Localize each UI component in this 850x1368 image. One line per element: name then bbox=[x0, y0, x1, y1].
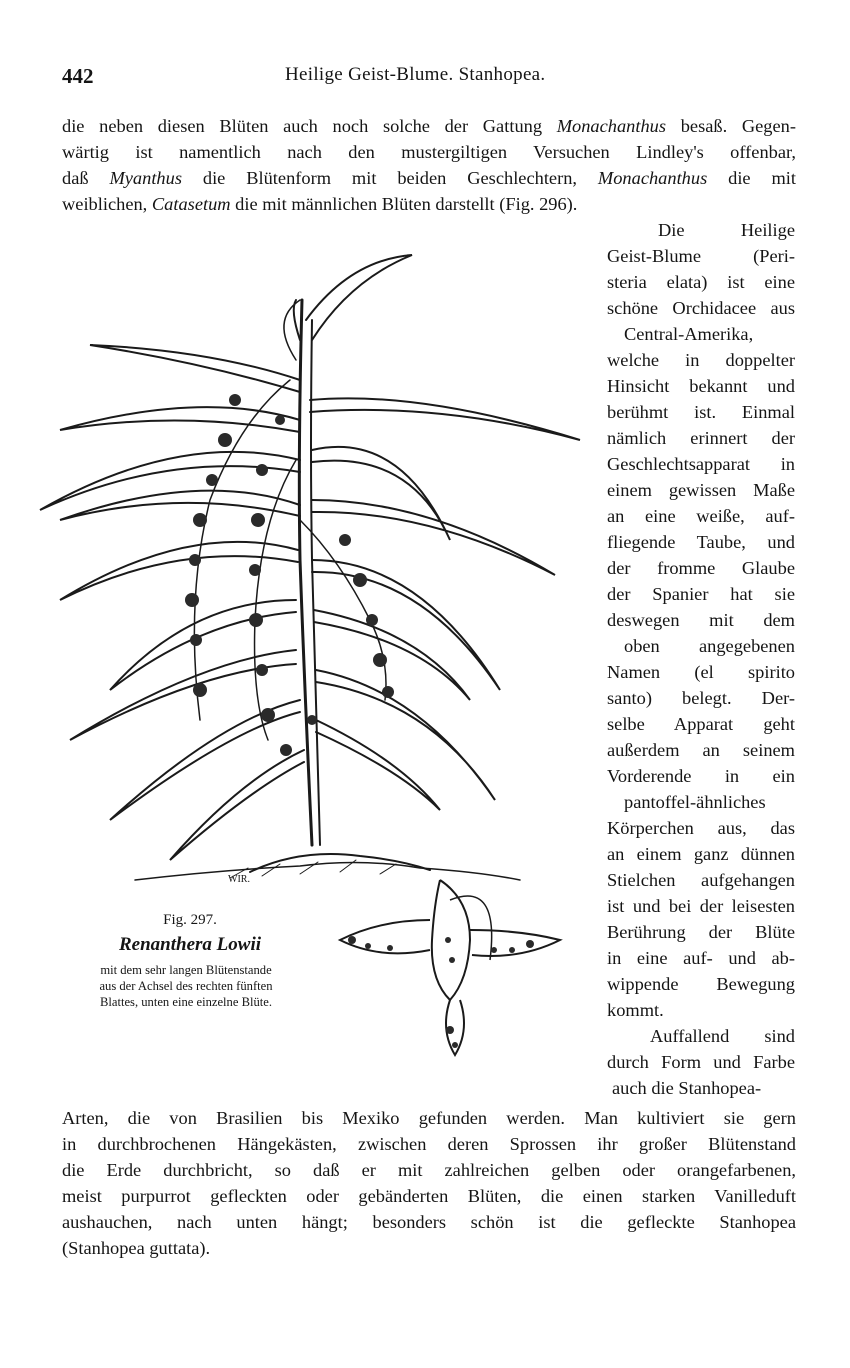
figure-number: Fig. 297. bbox=[163, 912, 217, 928]
text-fragment: wärtig ist namentlich nach den mustergiltigen Versuchen Lindley's offenbar, bbox=[62, 142, 796, 162]
side-text-line: Auffallend sind bbox=[650, 1026, 795, 1046]
text-fragment: daß bbox=[62, 168, 110, 188]
bottom-text-line: aushauchen, nach unten hängt; besonders schön ist die gefleckte Stanhopea bbox=[62, 1212, 796, 1232]
side-text-line: nämlich erinnert der bbox=[607, 428, 795, 448]
bottom-text-line: (Stanhopea guttata). bbox=[62, 1238, 211, 1258]
bottom-text-line: meist purpurrot gefleckten oder gebänderten Blüten, die einen starken Vanilleduft bbox=[62, 1186, 796, 1206]
side-text-line: Vorderende in ein bbox=[607, 766, 795, 786]
side-text-line: schöne Orchidacee aus bbox=[607, 298, 795, 318]
side-text-line: an eine weiße, auf- bbox=[607, 506, 795, 526]
side-text-line: außerdem an seinem bbox=[607, 740, 795, 760]
side-text-line: der Spanier hat sie bbox=[607, 584, 795, 604]
bottom-text-line: die Erde durchbricht, so daß er mit zahlreichen gelben oder orangefarbenen, bbox=[62, 1160, 796, 1180]
side-text-line: fliegende Taube, und bbox=[607, 532, 795, 552]
text-fragment: weiblichen, bbox=[62, 194, 152, 214]
side-text-line: einem gewissen Maße bbox=[607, 480, 795, 500]
side-text-line: welche in doppelter bbox=[607, 350, 795, 370]
side-text-line: kommt. bbox=[607, 1000, 664, 1020]
text-fragment: besaß. Gegen- bbox=[666, 116, 796, 136]
side-text-line: Central-Amerika, bbox=[624, 324, 754, 344]
figure-title: Renanthera Lowii bbox=[119, 934, 261, 955]
side-text-line: der fromme Glaube bbox=[607, 558, 795, 578]
side-text-line: an einem ganz dünnen bbox=[607, 844, 795, 864]
side-text-line: ist und bei der leisesten bbox=[607, 896, 795, 916]
side-text-line: deswegen mit dem bbox=[607, 610, 795, 630]
side-text-line: Namen (el spirito bbox=[607, 662, 795, 682]
side-text-line: oben angegebenen bbox=[624, 636, 795, 656]
italic-term: Monachanthus bbox=[597, 168, 708, 188]
side-text-line: wippende Bewegung bbox=[607, 974, 795, 994]
italic-term: Monachanthus bbox=[556, 116, 667, 136]
side-text-line: Stielchen aufgehangen bbox=[607, 870, 795, 890]
bottom-text-line: Arten, die von Brasilien bis Mexiko gefunden werden. Man kultiviert sie gern bbox=[62, 1108, 796, 1128]
side-text-line: berühmt ist. Einmal bbox=[607, 402, 795, 422]
figure-caption-line: aus der Achsel des rechten fünften bbox=[99, 979, 273, 993]
running-head: Heilige Geist-Blume. Stanhopea. bbox=[285, 64, 546, 85]
figure-caption-line: mit dem sehr langen Blütenstande bbox=[100, 963, 272, 977]
side-text-line: steria elata) ist eine bbox=[607, 272, 795, 292]
figure-caption-line: Blattes, unten eine einzelne Blüte. bbox=[99, 995, 273, 1009]
text-fragment: die mit männlichen Blüten darstellt (Fig. 296). bbox=[230, 194, 578, 214]
italic-term: Myanthus bbox=[109, 168, 182, 188]
text-fragment: die Blütenform mit beiden Geschlechtern, bbox=[181, 168, 598, 188]
illustration-signature: WIR. bbox=[228, 874, 250, 885]
side-text-line: selbe Apparat geht bbox=[607, 714, 795, 734]
side-text-line: Hinsicht bekannt und bbox=[607, 376, 795, 396]
side-text-line: in eine auf- und ab- bbox=[607, 948, 795, 968]
side-text-line: Berührung der Blüte bbox=[607, 922, 795, 942]
side-text-line: auch die Stanhopea- bbox=[612, 1078, 762, 1098]
side-text-line: Körperchen aus, das bbox=[607, 818, 795, 838]
side-text-line: Die Heilige bbox=[658, 220, 795, 240]
side-text-line: Geist-Blume (Peri- bbox=[607, 246, 795, 266]
text-fragment: die mit bbox=[707, 168, 797, 188]
text-fragment: die neben diesen Blüten auch noch solche der Gattung bbox=[62, 116, 557, 136]
side-text-line: santo) belegt. Der- bbox=[607, 688, 795, 708]
side-text-line: durch Form und Farbe bbox=[607, 1052, 795, 1072]
side-text-line: pantoffel-ähnliches bbox=[624, 792, 766, 812]
page-number: 442 bbox=[62, 64, 94, 88]
side-text-line: Geschlechtsapparat in bbox=[607, 454, 795, 474]
bottom-text-line: in durchbrochenen Hängekästen, zwischen deren Sprossen ihr großer Blütenstand bbox=[62, 1134, 796, 1154]
italic-term: Catasetum bbox=[151, 194, 231, 214]
